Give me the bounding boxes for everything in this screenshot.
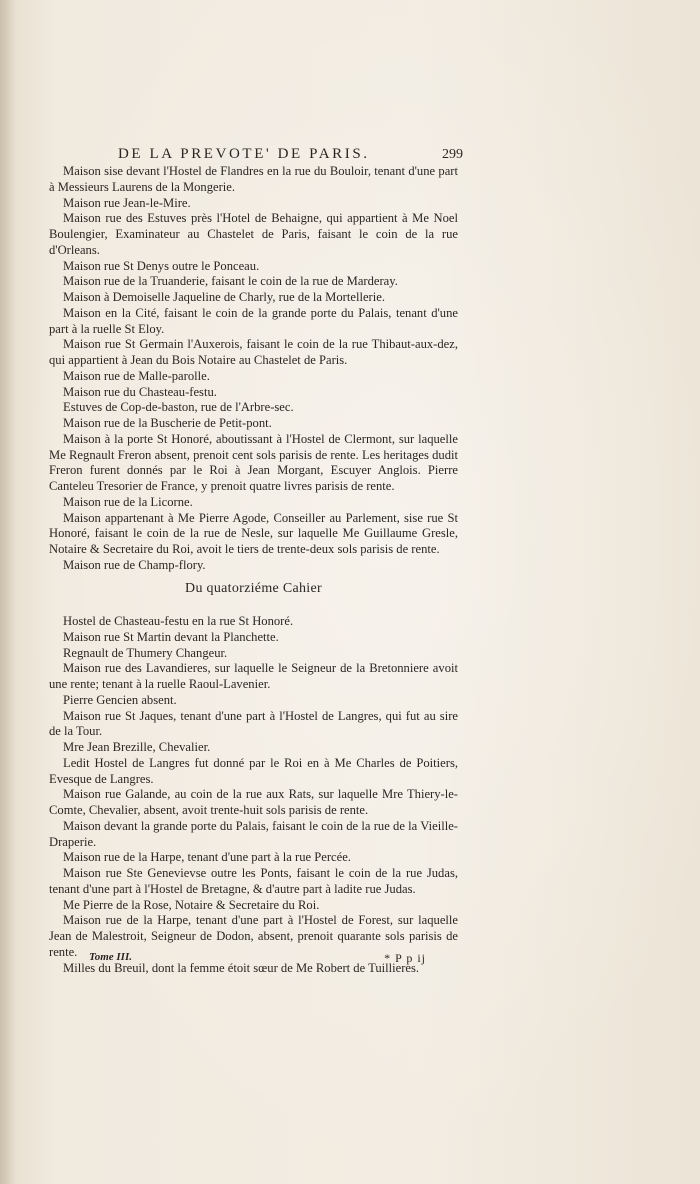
- entry-paragraph: Maison rue du Chasteau-festu.: [63, 384, 217, 399]
- entry-paragraph: Ledit Hostel de Langres fut donné par le Roi en à Me Charles de Poitiers, Evesque de Langres.: [49, 755, 458, 786]
- entry-paragraph: Pierre Gencien absent.: [63, 692, 177, 707]
- entry-paragraph: Hostel de Chasteau-festu en la rue St Honoré.: [63, 614, 294, 628]
- entry-paragraph: Maison rue de la Harpe, tenant d'une part à l'Hostel de Forest, sur laquelle Jean de Malestroit, Seigneur de Dodon, absent, prenoit quarante sols parisis de rente.: [49, 913, 458, 959]
- entry-paragraph: Maison à Demoiselle Jaqueline de Charly, rue de la Mortellerie.: [63, 290, 385, 304]
- entry-paragraph: Milles du Breuil, dont la femme étoit sœur de Me Robert de Tuillieres.: [63, 960, 420, 975]
- entry-paragraph: Maison rue des Lavandieres, sur laquelle le Seigneur de la Bretonniere avoit une rente; tenant à la ruelle Raoul-Lavenier.: [49, 661, 458, 691]
- entry-paragraph: Maison à la porte St Honoré, aboutissant à l'Hostel de Clermont, sur laquelle Me Regnault Freron absent, prenoit cent sols parisis de rente. Les heritages dudit Freron furent donnés par le Roi à Jean Morgant, Escuyer Anglois. Pierre Canteleu Tresorier de France, y prenoit quatre livres parisis de rente.: [49, 431, 458, 493]
- entry-paragraph: Maison rue de Malle-parolle.: [63, 368, 210, 383]
- entries-section-1: [49, 164, 458, 574]
- entry-paragraph: Maison rue St Jaques, tenant d'une part à l'Hostel de Langres, qui fut au sire de la Tour.: [49, 708, 458, 739]
- entry-paragraph: Maison rue St Martin devant la Planchette.: [63, 629, 279, 644]
- entry-paragraph: Maison devant la grande porte du Palais, faisant le coin de la rue de la Vieille-Draperie.: [49, 818, 458, 849]
- page-number: 299: [442, 147, 463, 162]
- entry-paragraph: Maison appartenant à Me Pierre Agode, Conseiller au Parlement, sise rue St Honoré, faisant le coin de la rue de Nesle, sur laquelle Me Guillaume Gresle, Notaire & Secretaire du Roi, avoit le tiers de trente-deux sols parisis de rente.: [49, 510, 458, 556]
- entry-paragraph: Maison rue de la Truanderie, faisant le coin de la rue de Marderay.: [63, 274, 398, 289]
- spine-shadow: [0, 0, 16, 1184]
- entry-paragraph: Maison rue St Denys outre le Ponceau.: [63, 258, 260, 273]
- entry-paragraph: Maison rue de la Buscherie de Petit-pont.: [63, 416, 272, 430]
- running-title: DE LA PREVOTE' DE PARIS.: [118, 146, 370, 162]
- entry-paragraph: Maison en la Cité, faisant le coin de la grande porte du Palais, tenant d'une part à la ruelle St Eloy.: [49, 305, 458, 336]
- entry-paragraph: Estuves de Cop-de-baston, rue de l'Arbre-sec.: [63, 400, 294, 415]
- entry-paragraph: Maison rue de la Harpe, tenant d'une part à la rue Percée.: [63, 850, 351, 865]
- entry-paragraph: Maison rue St Germain l'Auxerois, faisant le coin de la rue Thibaut-aux-dez, qui appartient à Jean du Bois Notaire au Chastelet de Paris.: [49, 337, 458, 367]
- entry-paragraph: Maison rue des Estuves près l'Hotel de Behaigne, qui appartient à Me Noel Boulengier, Examinateur au Chastelet de Paris, faisant le coin de la rue d'Orleans.: [49, 211, 458, 257]
- entry-paragraph: Maison rue Ste Genevievse outre les Ponts, faisant le coin de la rue Judas, tenant d'une part à l'Hostel de Bretagne, & d'autre part à ladite rue Judas.: [49, 866, 458, 896]
- entry-paragraph: Regnault de Thumery Changeur.: [63, 645, 228, 660]
- volume-label: Tome III.: [89, 951, 132, 963]
- signature-mark: * P p ij: [384, 951, 426, 965]
- entry-paragraph: Mre Jean Brezille, Chevalier.: [63, 740, 211, 754]
- section-heading: Du quatorziéme Cahier: [185, 581, 322, 596]
- entry-paragraph: Maison rue Galande, au coin de la rue aux Rats, sur laquelle Mre Thiery-le-Comte, Chevalier, absent, avoit trente-huit sols parisis de rente.: [49, 787, 458, 817]
- entry-paragraph: Maison rue de la Licorne.: [63, 494, 193, 509]
- page-footer: [49, 951, 458, 969]
- entries-section-2: [49, 614, 458, 976]
- entry-paragraph: Maison sise devant l'Hostel de Flandres en la rue du Bouloir, tenant d'une part à Messieurs Laurens de la Mongerie.: [49, 164, 458, 194]
- entry-paragraph: Maison rue Jean-le-Mire.: [63, 195, 191, 210]
- entry-paragraph: Maison rue de Champ-flory.: [63, 557, 206, 572]
- entry-paragraph: Me Pierre de la Rose, Notaire & Secretaire du Roi.: [63, 897, 320, 912]
